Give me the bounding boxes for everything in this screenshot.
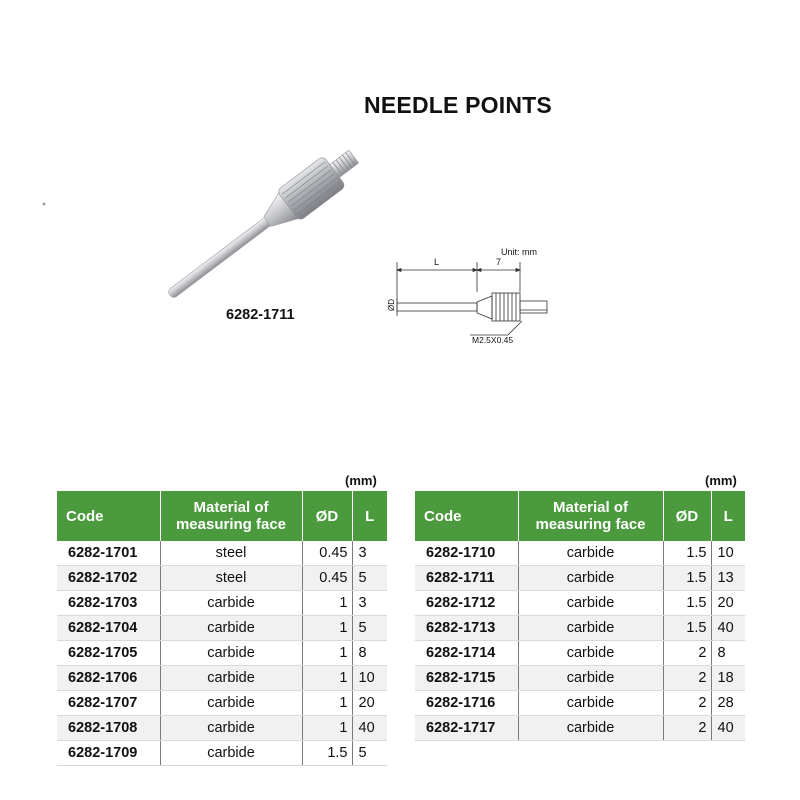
cell-length: 18 — [711, 666, 745, 691]
table-row — [415, 641, 745, 666]
label-L: L — [434, 257, 440, 267]
cell-code: 6282-1702 — [57, 566, 160, 591]
cell-code: 6282-1711 — [415, 566, 518, 591]
header-material: Material of measuring face — [518, 491, 663, 541]
table-row — [415, 591, 745, 616]
cell-diameter: 1 — [302, 666, 352, 691]
cell-diameter: 1.5 — [663, 566, 711, 591]
cell-diameter: 1 — [302, 716, 352, 741]
cell-diameter: 0.45 — [302, 566, 352, 591]
cell-length: 3 — [352, 541, 387, 566]
cell-material: carbide — [518, 566, 663, 591]
table-header-row — [57, 491, 387, 541]
cell-diameter: 1 — [302, 591, 352, 616]
table-row — [57, 641, 387, 666]
cell-material: carbide — [160, 591, 302, 616]
cell-material: carbide — [160, 616, 302, 641]
cell-diameter: 2 — [663, 641, 711, 666]
cell-code: 6282-1713 — [415, 616, 518, 641]
unit-note: Unit: mm — [501, 247, 537, 257]
table-row — [57, 741, 387, 766]
header-diameter: ØD — [663, 491, 711, 541]
header-diameter: ØD — [302, 491, 352, 541]
table-row — [415, 616, 745, 641]
header-length: L — [711, 491, 745, 541]
cell-code: 6282-1716 — [415, 691, 518, 716]
table-row — [415, 566, 745, 591]
cell-code: 6282-1704 — [57, 616, 160, 641]
cell-diameter: 2 — [663, 666, 711, 691]
needle-point-photo — [30, 150, 390, 320]
cell-diameter: 1 — [302, 616, 352, 641]
cell-length: 5 — [352, 616, 387, 641]
cell-material: carbide — [160, 641, 302, 666]
cell-length: 20 — [352, 691, 387, 716]
cell-code: 6282-1707 — [57, 691, 160, 716]
label-diameter: ØD — [387, 299, 396, 311]
cell-material: carbide — [160, 741, 302, 766]
cell-material: carbide — [160, 666, 302, 691]
cell-length: 40 — [711, 616, 745, 641]
cell-diameter: 2 — [663, 716, 711, 741]
cell-code: 6282-1708 — [57, 716, 160, 741]
table-row — [415, 666, 745, 691]
right-spec-table — [415, 491, 745, 741]
left-table-unit: (mm) — [345, 473, 377, 488]
cell-code: 6282-1714 — [415, 641, 518, 666]
cell-material: carbide — [518, 691, 663, 716]
cell-material: steel — [160, 566, 302, 591]
header-material: Material of measuring face — [160, 491, 302, 541]
label-7: 7 — [496, 257, 502, 267]
cell-diameter: 1.5 — [663, 591, 711, 616]
cell-diameter: 2 — [663, 691, 711, 716]
right-table-unit: (mm) — [705, 473, 737, 488]
cell-diameter: 1.5 — [302, 741, 352, 766]
cell-code: 6282-1717 — [415, 716, 518, 741]
page-title: NEEDLE POINTS — [364, 92, 552, 118]
cell-diameter: 1 — [302, 641, 352, 666]
left-spec-table — [57, 491, 387, 766]
cell-code: 6282-1701 — [57, 541, 160, 566]
cell-length: 10 — [711, 541, 745, 566]
cell-material: carbide — [518, 716, 663, 741]
cell-length: 40 — [711, 716, 745, 741]
photo-caption: 6282-1711 — [226, 307, 295, 323]
table-row — [57, 591, 387, 616]
cell-code: 6282-1703 — [57, 591, 160, 616]
cell-length: 5 — [352, 566, 387, 591]
header-code: Code — [57, 491, 160, 541]
cell-diameter: 1.5 — [663, 541, 711, 566]
cell-material: carbide — [518, 591, 663, 616]
dimension-drawing — [370, 240, 570, 350]
header-code: Code — [415, 491, 518, 541]
cell-length: 28 — [711, 691, 745, 716]
cell-code: 6282-1715 — [415, 666, 518, 691]
table-row — [57, 616, 387, 641]
cell-length: 13 — [711, 566, 745, 591]
table-row — [57, 541, 387, 566]
table-row — [415, 541, 745, 566]
cell-material: carbide — [518, 541, 663, 566]
cell-diameter: 0.45 — [302, 541, 352, 566]
table-row — [57, 716, 387, 741]
cell-length: 8 — [711, 641, 745, 666]
cell-length: 8 — [352, 641, 387, 666]
cell-code: 6282-1705 — [57, 641, 160, 666]
cell-material: steel — [160, 541, 302, 566]
cell-length: 5 — [352, 741, 387, 766]
cell-diameter: 1 — [302, 691, 352, 716]
cell-diameter: 1.5 — [663, 616, 711, 641]
header-length: L — [352, 491, 387, 541]
cell-material: carbide — [518, 641, 663, 666]
table-row — [57, 566, 387, 591]
table-row — [57, 691, 387, 716]
thread-label: M2.5X0.45 — [472, 335, 514, 345]
cell-material: carbide — [160, 716, 302, 741]
cell-code: 6282-1712 — [415, 591, 518, 616]
cell-code: 6282-1706 — [57, 666, 160, 691]
cell-material: carbide — [160, 691, 302, 716]
cell-length: 10 — [352, 666, 387, 691]
table-row — [415, 691, 745, 716]
table-header-row — [415, 491, 745, 541]
cell-length: 40 — [352, 716, 387, 741]
cell-material: carbide — [518, 666, 663, 691]
cell-material: carbide — [518, 616, 663, 641]
cell-length: 20 — [711, 591, 745, 616]
table-row — [57, 666, 387, 691]
cell-code: 6282-1709 — [57, 741, 160, 766]
cell-code: 6282-1710 — [415, 541, 518, 566]
table-row — [415, 716, 745, 741]
cell-length: 3 — [352, 591, 387, 616]
